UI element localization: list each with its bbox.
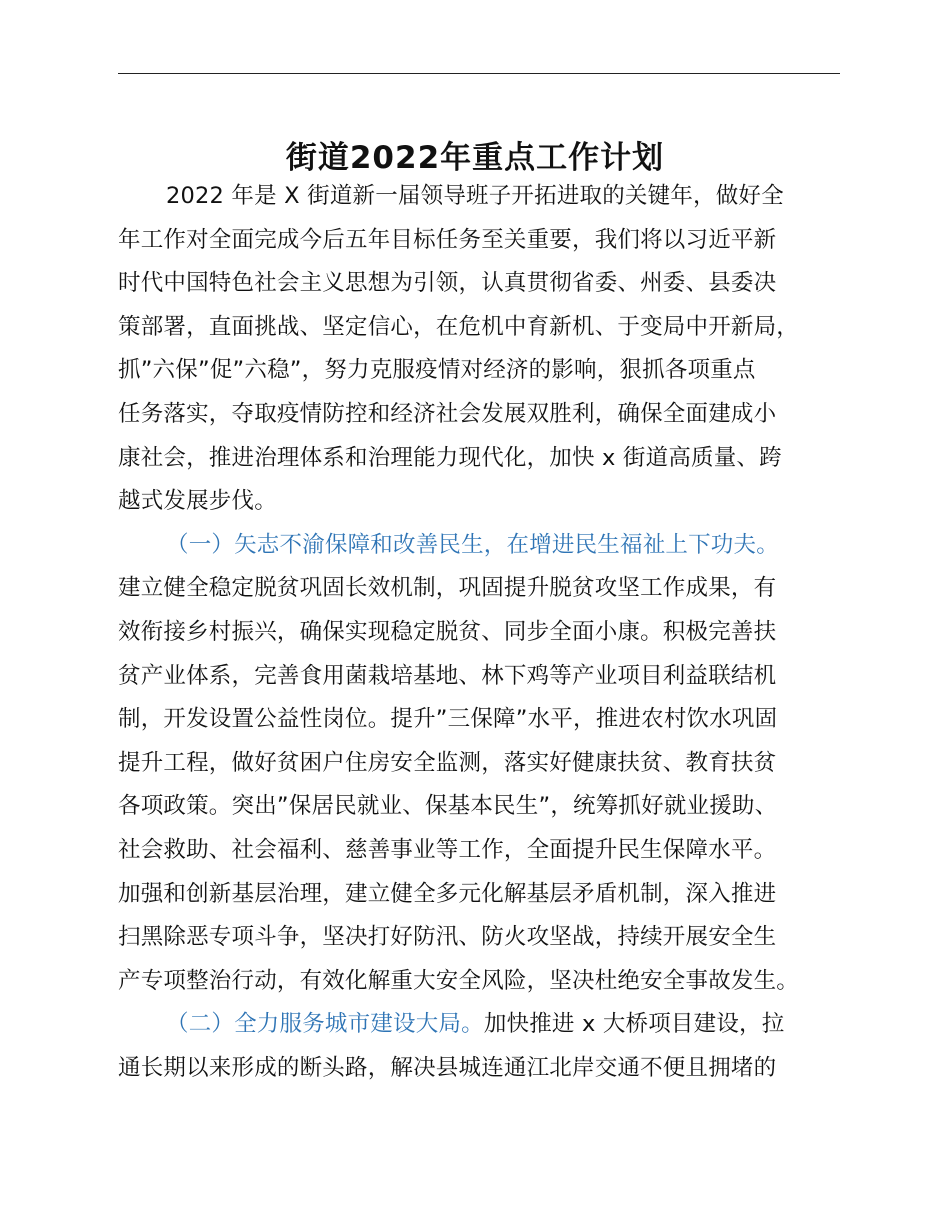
document-title: 街道2022年重点工作计划 [285, 140, 665, 176]
intro-paragraph [118, 175, 858, 524]
paragraph-line: 社会救助、社会福利、慈善事业等工作，全面提升民生保障水平。 [118, 836, 777, 863]
paragraph-line: 扫黑除恶专项斗争，坚决打好防汛、防火攻坚战，持续开展安全生 [118, 924, 777, 951]
paragraph-line: 康社会，推进治理体系和治理能力现代化，加快 x 街道高质量、跨 [118, 444, 782, 471]
section-1 [118, 524, 858, 1004]
section-heading: （一）矢志不渝保障和改善民生，在增进民生福祉上下功夫。 [166, 531, 779, 558]
section-heading: （二）全力服务城市建设大局。 [166, 1011, 484, 1038]
section-1-heading-line [118, 524, 858, 568]
paragraph-line: 策部署，直面挑战、坚定信心，在危机中育新机、于变局中开新局， [118, 313, 800, 340]
paragraph-line: 产专项整治行动，有效化解重大安全风险，坚决杜绝安全事故发生。 [118, 967, 800, 994]
paragraph-line: 建立健全稳定脱贫巩固长效机制，巩固提升脱贫攻坚工作成果，有 [118, 575, 777, 602]
paragraph-line: 贫产业体系，完善食用菌栽培基地、林下鸡等产业项目利益联结机 [118, 662, 777, 689]
paragraph-line: 任务落实，夺取疫情防控和经济社会发展双胜利，确保全面建成小 [118, 400, 777, 427]
paragraph-line: 年工作对全面完成今后五年目标任务至关重要，我们将以习近平新 [118, 226, 777, 253]
header-rule [118, 73, 840, 74]
document-body [118, 175, 858, 1090]
paragraph-line: 提升工程，做好贫困户住房安全监测，落实好健康扶贫、教育扶贫 [118, 749, 777, 776]
section-2 [118, 1003, 858, 1090]
paragraph-line: 抓”六保”促”六稳”，努力克服疫情对经济的影响，狠抓各项重点 [118, 357, 756, 384]
section-2-heading-line [118, 1003, 858, 1047]
paragraph-line: 越式发展步伐。 [118, 488, 277, 515]
paragraph-line: 时代中国特色社会主义思想为引领，认真贯彻省委、州委、县委决 [118, 270, 777, 297]
paragraph-text: 加快推进 x 大桥项目建设，拉 [483, 1011, 785, 1038]
paragraph-line: 效衔接乡村振兴，确保实现稳定脱贫、同步全面小康。积极完善扶 [118, 618, 777, 645]
paragraph-line: 2022 年是 X 街道新一届领导班子开拓进取的关键年，做好全 [166, 183, 784, 209]
paragraph-line: 制，开发设置公益性岗位。提升”三保障”水平，推进农村饮水巩固 [118, 706, 778, 733]
paragraph-line: 通长期以来形成的断头路，解决县城连通江北岸交通不便且拥堵的 [118, 1054, 777, 1081]
paragraph-line: 各项政策。突出”保居民就业、保基本民生”，统筹抓好就业援助、 [118, 793, 778, 820]
paragraph-line: 加强和创新基层治理，建立健全多元化解基层矛盾机制，深入推进 [118, 880, 777, 907]
